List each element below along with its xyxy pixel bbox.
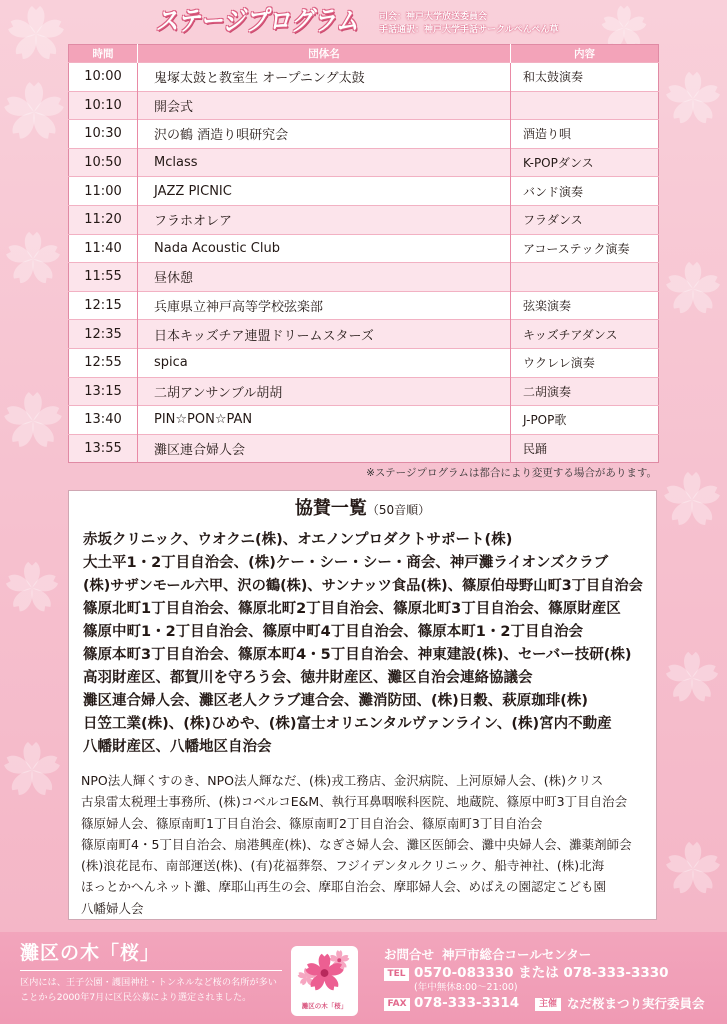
blossom-decoration: [663, 472, 722, 528]
stage-program-table: [68, 44, 659, 463]
time-cell: 12:15: [69, 291, 138, 320]
time-cell: 11:20: [69, 205, 138, 234]
time-cell: 11:00: [69, 177, 138, 206]
sakura-image: [291, 946, 358, 1016]
content-cell: 弦楽演奏: [511, 291, 659, 320]
header-group: 団体名: [138, 45, 511, 63]
fax-label: FAX: [384, 998, 410, 1011]
ward-tree-title: 灘区の木「桜」: [20, 942, 161, 964]
sponsor-line: (株)サザンモール六甲、沢の鶴(株)、サンナッツ食品(株)、篠原伯母野山町3丁目自治会: [83, 578, 643, 594]
time-cell: 10:50: [69, 148, 138, 177]
sponsor-line: 篠原本町3丁目自治会、篠原本町4・5丁目自治会、神東建設(株)、セーバー技研(株): [83, 647, 632, 663]
table-header-row: [69, 45, 659, 63]
time-cell: 10:10: [69, 91, 138, 120]
content-cell: 和太鼓演奏: [511, 63, 659, 92]
time-cell: 12:55: [69, 348, 138, 377]
header-time: 時間: [69, 45, 138, 63]
sponsor-line: 大土平1・2丁目自治会、(株)ケー・シー・シー・商会、神戸灘ライオンズクラブ: [83, 555, 609, 571]
program-row: [69, 63, 659, 92]
time-cell: 13:40: [69, 406, 138, 435]
group-cell: 兵庫県立神戸高等学校弦楽部: [138, 291, 511, 320]
sponsor-line: 篠原南町4・5丁目自治会、扇港興産(株)、なぎさ婦人会、灘区医師会、灘中央婦人会、灘薬剤師会: [81, 836, 632, 852]
interpreter-credit: 手話通訳：神戸大学手話サークルぺんぺん草: [379, 25, 559, 35]
group-cell: JAZZ PICNIC: [138, 177, 511, 206]
group-cell: 昼休憩: [138, 263, 511, 292]
content-cell: J-POP歌: [511, 406, 659, 435]
group-cell: PIN☆PON☆PAN: [138, 406, 511, 435]
contact-name: 神戸市総合コールセンター: [442, 947, 592, 962]
program-row: [69, 120, 659, 149]
major-sponsors: [83, 529, 651, 759]
program-row: [69, 406, 659, 435]
blossom-decoration: [5, 232, 62, 286]
group-cell: 日本キッズチア連盟ドリームスターズ: [138, 320, 511, 349]
time-cell: 13:55: [69, 434, 138, 463]
sponsor-line: 赤坂クリニック、ウオクニ(株)、オエノンプロダクトサポート(株): [83, 532, 513, 548]
blossom-center: [337, 958, 341, 962]
time-cell: 10:00: [69, 63, 138, 92]
content-cell: [511, 91, 659, 120]
sponsor-line: 八幡婦人会: [81, 900, 144, 916]
program-row: [69, 177, 659, 206]
minor-sponsors: [81, 770, 651, 919]
blossom-decoration: [665, 652, 720, 704]
time-cell: 13:15: [69, 377, 138, 406]
blossom-decoration: [5, 562, 60, 614]
ward-tree-description: [20, 976, 288, 1005]
organizer-label: 主催: [535, 998, 561, 1011]
group-cell: 灘区連合婦人会: [138, 434, 511, 463]
tel-number: 0570-083330 または 078-333-3330: [414, 965, 669, 981]
content-cell: [511, 263, 659, 292]
tel-label: TEL: [384, 968, 409, 981]
group-cell: 沢の鶴 酒造り唄研究会: [138, 120, 511, 149]
group-cell: 開会式: [138, 91, 511, 120]
fax-number: 078-333-3314: [414, 995, 520, 1011]
group-cell: Mclass: [138, 148, 511, 177]
time-cell: 11:55: [69, 263, 138, 292]
blossom-decoration: [665, 262, 722, 316]
tel-hours: (年中無休8:00～21:00): [414, 982, 518, 993]
blossom-decoration: [3, 392, 63, 450]
content-cell: キッズチアダンス: [511, 320, 659, 349]
program-row: [69, 320, 659, 349]
mc-credit: 司会：神戸大学放送委員会: [379, 12, 488, 22]
cherry-blossom-icon: [295, 949, 354, 999]
blossom-decoration: [665, 842, 722, 896]
program-row: [69, 377, 659, 406]
footer: [0, 932, 727, 1024]
program-row: [69, 234, 659, 263]
stage-staff: [379, 11, 579, 37]
sponsor-line: NPO法人輝くすのき、NPO法人輝なだ、(株)戎工務店、金沢病院、上河原婦人会、(株)クリス: [81, 773, 604, 788]
organizer-name: なだ桜まつり実行委員会: [567, 996, 705, 1011]
sponsor-line: 灘区連合婦人会、灘区老人クラブ連合会、灘消防団、(株)日穀、萩原珈琲(株): [83, 693, 589, 709]
blossom-center: [321, 969, 329, 977]
sponsor-line: 篠原中町1・2丁目自治会、篠原中町4丁目自治会、篠原本町1・2丁目自治会: [83, 624, 583, 640]
program-row: [69, 434, 659, 463]
content-cell: 二胡演奏: [511, 377, 659, 406]
program-row: [69, 348, 659, 377]
sponsor-order-note: （50音順）: [366, 503, 431, 517]
program-row: [69, 205, 659, 234]
content-cell: フラダンス: [511, 205, 659, 234]
sponsor-line: 篠原北町1丁目自治会、篠原北町2丁目自治会、篠原北町3丁目自治会、篠原財産区: [83, 601, 621, 617]
description-line: 区内には、王子公園・護国神社・トンネルなど桜の名所が多い: [20, 977, 277, 988]
content-cell: バンド演奏: [511, 177, 659, 206]
time-cell: 11:40: [69, 234, 138, 263]
group-cell: フラホオレア: [138, 205, 511, 234]
contact-line: [384, 946, 591, 963]
sponsor-heading: [69, 497, 656, 522]
content-cell: ウクレレ演奏: [511, 348, 659, 377]
content-cell: アコーステック演奏: [511, 234, 659, 263]
sponsor-list-box: [68, 490, 657, 920]
sponsor-line: 古泉雷太税理士事務所、(株)コベルコE&M、執行耳鼻咽喉科医院、地蔵院、篠原中町3丁目自治会: [81, 794, 628, 810]
program-change-note: ※ステージプログラムは都合により変更する場合があります。: [366, 467, 657, 479]
sponsor-line: 日笠工業(株)、(株)ひめや、(株)富士オリエンタルヴァンライン、(株)宮内不動産: [83, 716, 612, 732]
time-cell: 12:35: [69, 320, 138, 349]
sponsor-line: 高羽財産区、都賀川を守ろう会、徳井財産区、灘区自治会連絡協議会: [83, 670, 533, 686]
program-row: [69, 263, 659, 292]
group-cell: 二胡アンサンブル胡胡: [138, 377, 511, 406]
blossom-decoration: [3, 742, 62, 798]
blossom-decoration: [7, 6, 66, 62]
content-cell: 酒造り唄: [511, 120, 659, 149]
content-cell: K-POPダンス: [511, 148, 659, 177]
title-underline: [20, 970, 282, 971]
sponsor-line: 篠原婦人会、篠原南町1丁目自治会、篠原南町2丁目自治会、篠原南町3丁目自治会: [81, 815, 543, 831]
group-cell: 鬼塚太鼓と教室生 オープニング太鼓: [138, 63, 511, 92]
program-row: [69, 91, 659, 120]
group-cell: spica: [138, 348, 511, 377]
blossom-decoration: [665, 72, 722, 126]
blossom-decoration: [3, 82, 65, 141]
sponsor-line: 八幡財産区、八幡地区自治会: [83, 739, 272, 755]
sakura-image-label: 灘区の木「桜」: [301, 1002, 348, 1010]
group-cell: Nada Acoustic Club: [138, 234, 511, 263]
program-row: [69, 148, 659, 177]
time-cell: 10:30: [69, 120, 138, 149]
sponsor-line: (株)浪花昆布、南部運送(株)、(有)花福葬祭、フジイデンタルクリニック、船寺神社、(株)北海: [81, 858, 605, 874]
contact-label: お問合せ: [384, 947, 435, 962]
stage-program-title: ステージプログラム: [154, 6, 363, 37]
sponsor-line: ほっとかへんネット灘、摩耶山再生の会、摩耶自治会、摩耶婦人会、めばえの園認定こども園: [81, 879, 607, 895]
sponsor-title: 協賛一覧: [294, 498, 367, 519]
program-row: [69, 291, 659, 320]
description-line: ことから2000年7月に区民公募により選定されました。: [20, 991, 252, 1003]
header-content: 内容: [511, 45, 659, 63]
content-cell: 民踊: [511, 434, 659, 463]
